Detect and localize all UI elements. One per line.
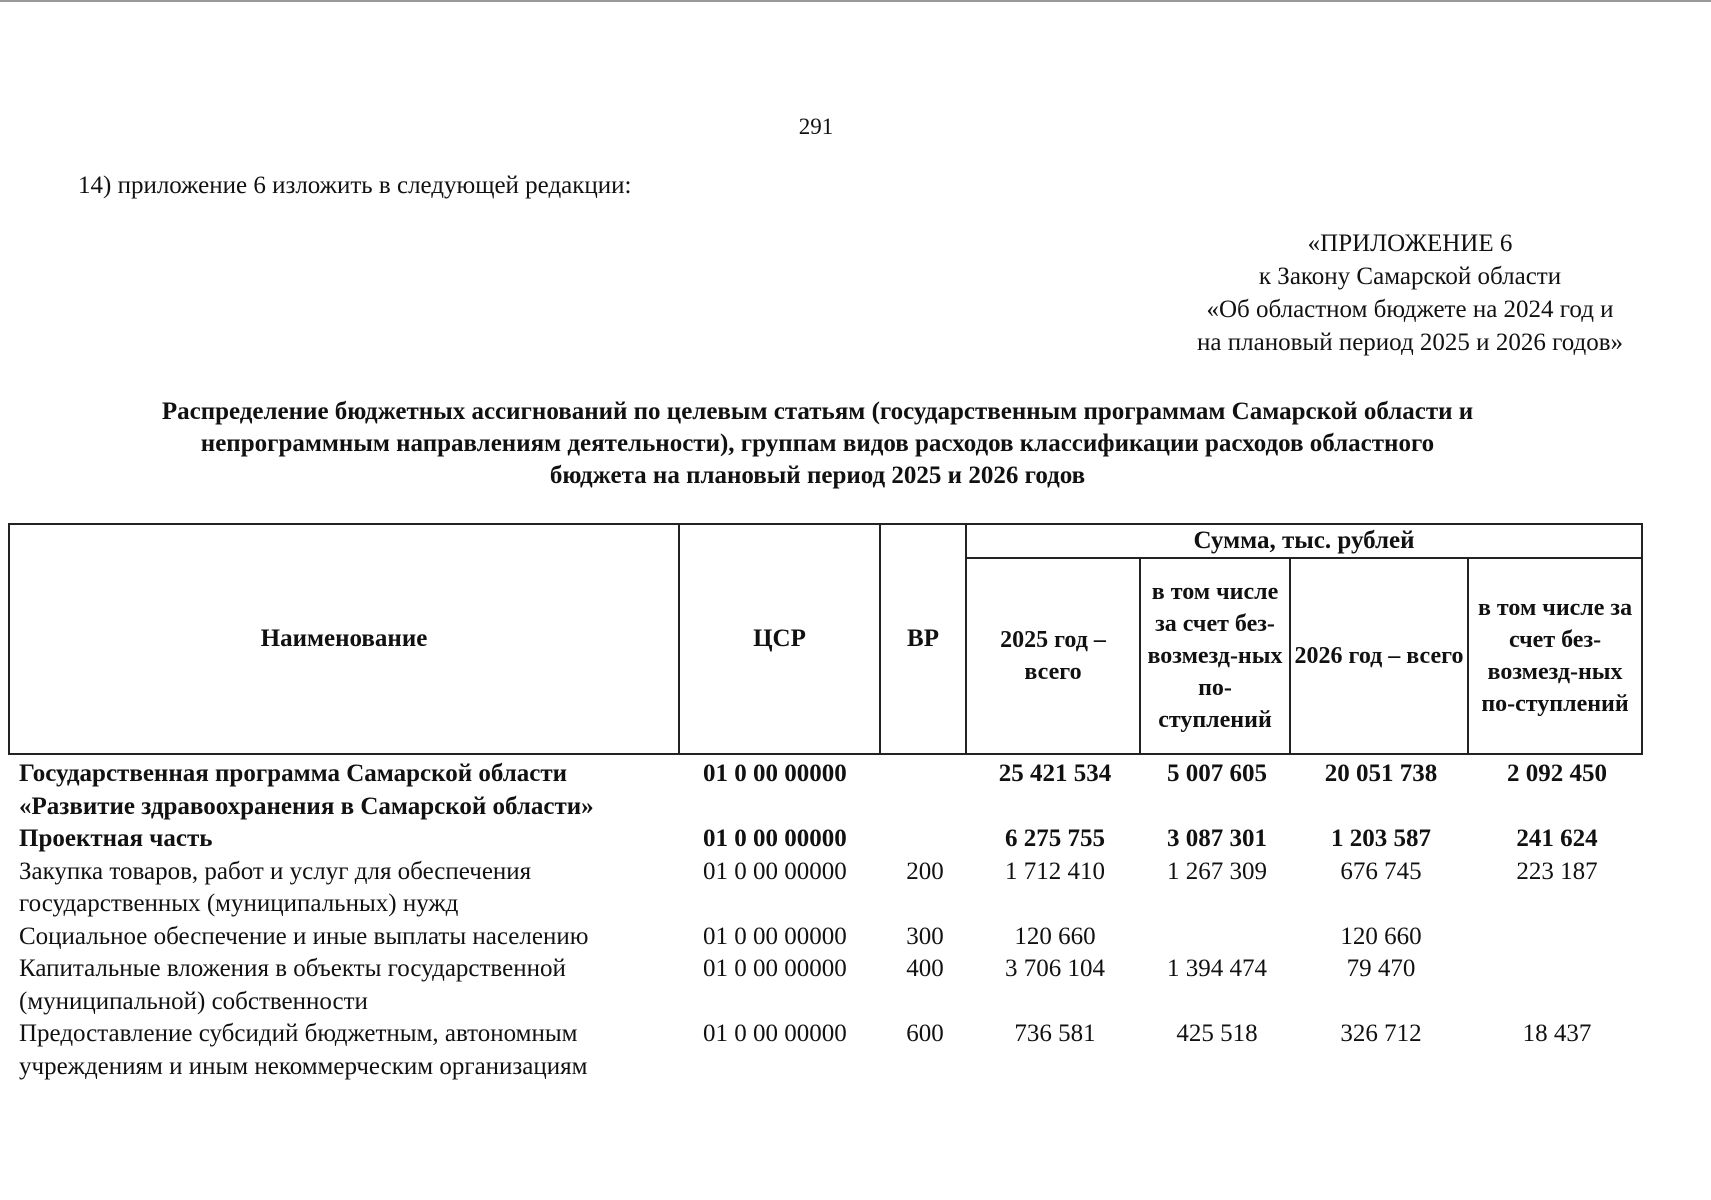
row-vr: 600 <box>906 1020 944 1047</box>
row-2025-total: 120 660 <box>1014 922 1096 950</box>
row-name: Государственная программа Самарской области «Развитие здравоохранения в Самарской области» <box>19 760 594 820</box>
row-2025-grants: 5 007 605 <box>1167 760 1267 787</box>
column-header-2026-total: 2026 год – всего <box>1290 558 1468 754</box>
row-2025-total: 25 421 534 <box>998 760 1112 787</box>
document-title <box>40 396 1595 492</box>
appendix-line: на плановый период 2025 и 2026 годов» <box>1197 329 1623 356</box>
table-row <box>9 754 1642 823</box>
column-header-csr: ЦСР <box>679 524 880 754</box>
table-row <box>9 823 1642 856</box>
row-csr: 01 0 00 00000 <box>703 955 847 982</box>
row-2026-grants <box>1468 921 1642 954</box>
row-vr: 200 <box>906 857 944 885</box>
column-header-name: Наименование <box>9 524 679 754</box>
appendix-header <box>1197 227 1623 359</box>
row-csr: 01 0 00 00000 <box>703 1020 847 1047</box>
row-vr: 400 <box>906 955 944 982</box>
row-2026-total: 676 745 <box>1340 857 1422 885</box>
table-row <box>9 921 1642 954</box>
row-csr: 01 0 00 00000 <box>703 922 847 950</box>
table-row <box>9 953 1642 1018</box>
row-name: Закупка товаров, работ и услуг для обеспечения государственных (муниципальных) нужд <box>19 857 532 917</box>
appendix-line: «Об областном бюджете на 2024 год и <box>1206 296 1614 323</box>
row-2026-total: 1 203 587 <box>1331 825 1431 852</box>
column-header-vr: ВР <box>880 524 966 754</box>
title-line: непрограммным направлениям деятельности), группам видов расходов классификации расходов областного <box>200 430 1435 457</box>
row-name: Предоставление субсидий бюджетным, автономным учреждениям и иным некоммерческим организациям <box>19 1020 588 1080</box>
row-2025-grants <box>1140 921 1290 954</box>
row-2026-total: 120 660 <box>1340 922 1422 950</box>
column-header-2025-total: 2025 год – всего <box>966 558 1140 754</box>
row-vr <box>880 823 966 856</box>
table-row <box>9 856 1642 921</box>
column-header-2026-grants: в том числе за счет без-возмезд-ных по-ступлений <box>1468 558 1642 754</box>
table-body <box>9 754 1642 1083</box>
title-line: бюджета на плановый период 2025 и 2026 годов <box>549 462 1086 489</box>
page-number: 291 <box>798 114 834 139</box>
row-csr: 01 0 00 00000 <box>703 760 847 787</box>
row-2026-grants <box>1468 953 1642 1018</box>
row-csr: 01 0 00 00000 <box>703 857 847 885</box>
row-2026-grants: 18 437 <box>1522 1020 1592 1047</box>
table-row <box>9 1018 1642 1083</box>
title-line: Распределение бюджетных ассигнований по целевым статьям (государственным программам Самарской области и <box>161 398 1474 425</box>
top-rule <box>0 0 1711 2</box>
row-2025-grants: 1 267 309 <box>1167 857 1267 885</box>
row-2026-grants: 241 624 <box>1516 825 1598 852</box>
row-name: Капитальные вложения в объекты государственной (муниципальной) собственности <box>19 955 566 1015</box>
row-2026-grants: 2 092 450 <box>1507 760 1608 787</box>
column-header-2025-grants: в том числе за счет без-возмезд-ных по-ступлений <box>1140 558 1290 754</box>
row-2026-total: 326 712 <box>1340 1020 1422 1047</box>
row-2025-total: 1 712 410 <box>1005 857 1105 885</box>
row-2025-total: 6 275 755 <box>1005 825 1105 852</box>
row-vr <box>880 754 966 823</box>
row-vr: 300 <box>906 922 944 950</box>
appendix-line: «ПРИЛОЖЕНИЕ 6 <box>1307 230 1513 257</box>
row-2025-grants: 425 518 <box>1176 1020 1258 1047</box>
appendix-line: к Закону Самарской области <box>1258 263 1562 290</box>
amendment-instruction: 14) приложение 6 изложить в следующей редакции: <box>78 172 632 199</box>
row-2025-total: 736 581 <box>1014 1020 1096 1047</box>
row-name: Социальное обеспечение и иные выплаты населению <box>19 922 589 950</box>
row-name: Проектная часть <box>19 825 213 852</box>
row-2025-grants: 1 394 474 <box>1167 955 1267 982</box>
row-2025-total: 3 706 104 <box>1005 955 1105 982</box>
row-2026-grants: 223 187 <box>1516 857 1598 885</box>
budget-table <box>8 523 1643 1083</box>
row-2025-grants: 3 087 301 <box>1167 825 1267 852</box>
row-csr: 01 0 00 00000 <box>703 825 847 852</box>
row-2026-total: 20 051 738 <box>1324 760 1438 787</box>
table-header <box>9 524 1642 754</box>
column-header-sum: Сумма, тыс. рублей <box>966 524 1642 558</box>
row-2026-total: 79 470 <box>1346 955 1416 982</box>
